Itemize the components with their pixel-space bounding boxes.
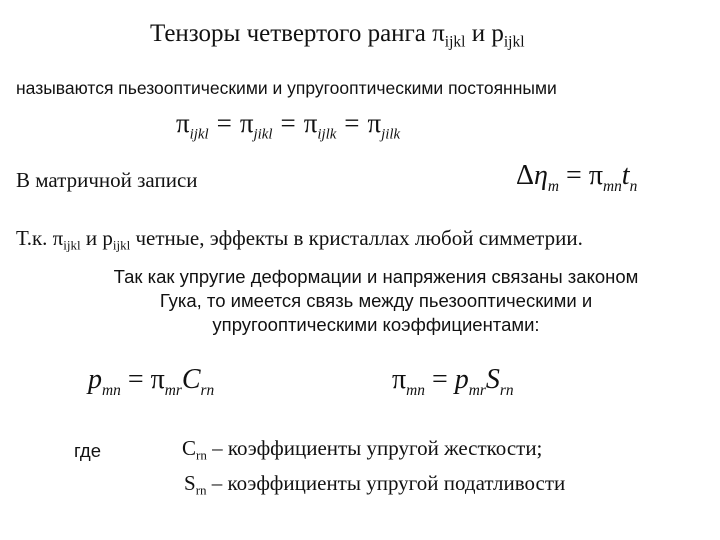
- parity-prefix: Т.к. π: [16, 226, 64, 250]
- hooke-line-2: Гука, то имеется связь между пьезооптическими и: [159, 290, 593, 311]
- title-conjunction: и p: [465, 20, 504, 47]
- equals-sign: =: [127, 364, 144, 395]
- pi-symbol: π: [150, 364, 165, 395]
- equals-sign: =: [566, 160, 582, 191]
- pi-symbol: π: [303, 108, 318, 138]
- s-symbol: S: [485, 364, 500, 395]
- relation-right: [392, 364, 514, 399]
- subscript-ijlk: ijlk: [317, 126, 337, 143]
- hooke-line-3: упругооптическими коэффициентами:: [212, 314, 540, 335]
- pi-symbol: π: [239, 108, 254, 138]
- pi-subscript: mn: [406, 381, 425, 399]
- eta-subscript: m: [547, 177, 560, 195]
- parity-mid: и p: [80, 226, 113, 250]
- p-subscript: mn: [102, 381, 121, 399]
- hooke-line-1: Так как упругие деформации и напряжения связаны законом: [113, 266, 639, 287]
- slide-title: [150, 20, 525, 51]
- subscript-jikl: jikl: [253, 126, 273, 143]
- parity-suffix: четные, эффекты в кристаллах любой симметрии.: [130, 226, 583, 250]
- definition-s: [184, 471, 565, 496]
- definition-c: [182, 436, 542, 461]
- pi-subscript: mr: [164, 381, 182, 399]
- where-label: где: [74, 440, 102, 461]
- eta-symbol: η: [534, 160, 548, 191]
- title-pi-symbol: π: [432, 20, 445, 47]
- t-subscript: n: [629, 177, 638, 195]
- hooke-paragraph: [0, 265, 720, 337]
- equals-sign: =: [280, 108, 296, 138]
- equals-sign: =: [216, 108, 232, 138]
- pi-symbol: π: [176, 108, 190, 138]
- delta-symbol: Δ: [516, 160, 535, 191]
- s-subscript: rn: [499, 381, 514, 399]
- p-symbol: p: [88, 364, 102, 395]
- p-subscript: mr: [468, 381, 486, 399]
- p-symbol: p: [454, 364, 469, 395]
- definition-s-subscript: rn: [195, 482, 207, 498]
- title-pi-subscript: ijkl: [444, 33, 466, 51]
- parity-statement: [16, 226, 583, 251]
- matrix-label: В матричной записи: [16, 168, 198, 192]
- definition-s-symbol: S: [184, 471, 196, 495]
- relation-left: [88, 364, 215, 399]
- pi-symbol: π: [367, 108, 382, 138]
- c-symbol: C: [181, 364, 201, 395]
- definition-s-text: – коэффициенты упругой податливости: [206, 471, 566, 495]
- definition-c-symbol: C: [182, 436, 197, 460]
- subtitle: называются пьезооптическими и упругооптическими постоянными: [16, 78, 557, 98]
- symmetry-formula: [176, 108, 401, 143]
- subscript-jilk: jilk: [381, 126, 401, 143]
- equals-sign: =: [431, 364, 448, 395]
- equals-sign: =: [344, 108, 360, 138]
- subscript-ijkl: ijkl: [189, 126, 209, 143]
- pi-subscript: mn: [602, 177, 622, 195]
- title-prefix: Тензоры четвертого ранга: [150, 20, 433, 47]
- c-subscript: rn: [200, 381, 215, 399]
- t-symbol: t: [621, 160, 630, 191]
- parity-pi-subscript: ijkl: [63, 237, 81, 253]
- pi-symbol: π: [392, 364, 407, 395]
- definition-c-text: – коэффициенты упругой жесткости;: [206, 436, 543, 460]
- matrix-formula: [516, 160, 638, 195]
- pi-symbol: π: [588, 160, 603, 191]
- definition-c-subscript: rn: [196, 447, 207, 463]
- title-p-subscript: ijkl: [503, 33, 525, 51]
- parity-p-subscript: ijkl: [112, 237, 131, 253]
